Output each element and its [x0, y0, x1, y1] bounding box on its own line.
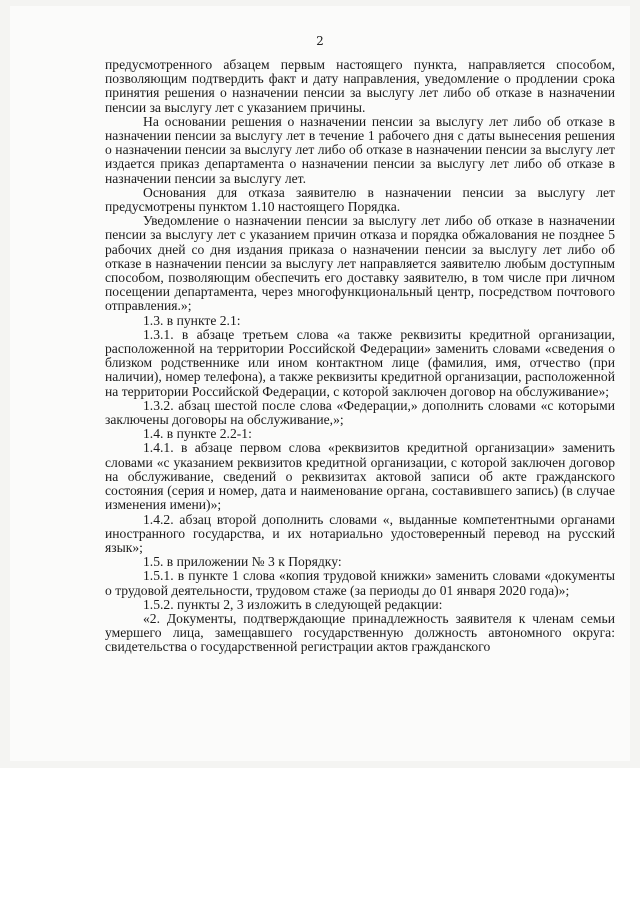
document-page: [10, 6, 630, 761]
paragraph: Уведомление о назначении пенсии за выслугу лет либо об отказе в назначении пенсии за выслугу лет с указанием причин отказа и порядка обжалования не позднее 5 рабочих дней со дня издания приказа о назначении пенсии за выслугу лет либо об отказе в назначении пенсии за выслугу лет направляется заявителю любым доступным способом, позволяющим обеспечить его доставку заявителю, в том числе при личном посещении департамента, через многофункциональный центр, посредством почтового отправления.»;: [105, 213, 615, 314]
paragraph: 1.5. в приложении № 3 к Порядку:: [143, 554, 342, 570]
paragraph: Основания для отказа заявителю в назначении пенсии за выслугу лет предусмотрены пунктом 1.10 настоящего Порядка.: [105, 184, 615, 215]
paragraph: На основании решения о назначении пенсии за выслугу лет либо об отказе в назначении пенсии за выслугу лет в течение 1 рабочего дня с даты вынесения решения о назначении пенсии за выслугу лет либо об отказе в назначении пенсии за выслугу лет издается приказ департамента о назначении пенсии за выслугу лет либо об отказе в назначении пенсии за выслугу лет.: [105, 113, 615, 186]
paragraph: «2. Документы, подтверждающие принадлежность заявителя к членам семьи умершего лица, замещавшего государственную должность автономного округа: свидетельства о государственной регистрации актов гражданского: [105, 610, 615, 655]
paragraph: 1.3. в пункте 2.1:: [143, 312, 241, 328]
paragraph: 1.4.1. в абзаце первом слова «реквизитов кредитной организации» заменить словами «с указанием реквизитов кредитной организации, с которой заключен договор на обслуживание, сведений о реквизитах актовой записи об акте гражданского состояния (серия и номер, дата и наименование органа, составившего запись) (в случае изменения имени)»;: [105, 440, 615, 513]
paragraph: 1.4. в пункте 2.2-1:: [143, 426, 252, 442]
page-number: 2: [316, 34, 324, 48]
paragraph: 1.5.1. в пункте 1 слова «копия трудовой книжки» заменить словами «документы о трудовой деятельности, трудовом стаже (за периоды до 01 января 2020 года)»;: [105, 568, 615, 598]
paragraph: предусмотренного абзацем первым настоящего пункта, направляется способом, позволяющим подтвердить факт и дату направления, уведомление о продлении срока принятия решения о назначении пенсии за выслугу лет либо об отказе в назначении пенсии за выслугу лет с указанием причины.: [105, 57, 615, 115]
paragraph: 1.3.1. в абзаце третьем слова «а также реквизиты кредитной организации, расположенной на территории Российской Федерации» заменить словами «сведения о близком родственнике или ином контактном лице (фамилия, имя, отчество (при наличии), номер телефона), а также реквизиты кредитной организации, расположенной на территории Российской Федерации, с которой заключен договор на обслуживание»;: [105, 326, 615, 399]
paragraph: 1.3.2. абзац шестой после слова «Федерации,» дополнить словами «с которыми заключены договоры на обслуживание,»;: [105, 397, 615, 428]
paragraph: 1.4.2. абзац второй дополнить словами «, выданные компетентными органами иностранного государства, и их нотариально удостоверенный перевод на русский язык»;: [105, 511, 615, 555]
paragraph: 1.5.2. пункты 2, 3 изложить в следующей редакции:: [143, 596, 443, 612]
document-body: [105, 58, 615, 655]
